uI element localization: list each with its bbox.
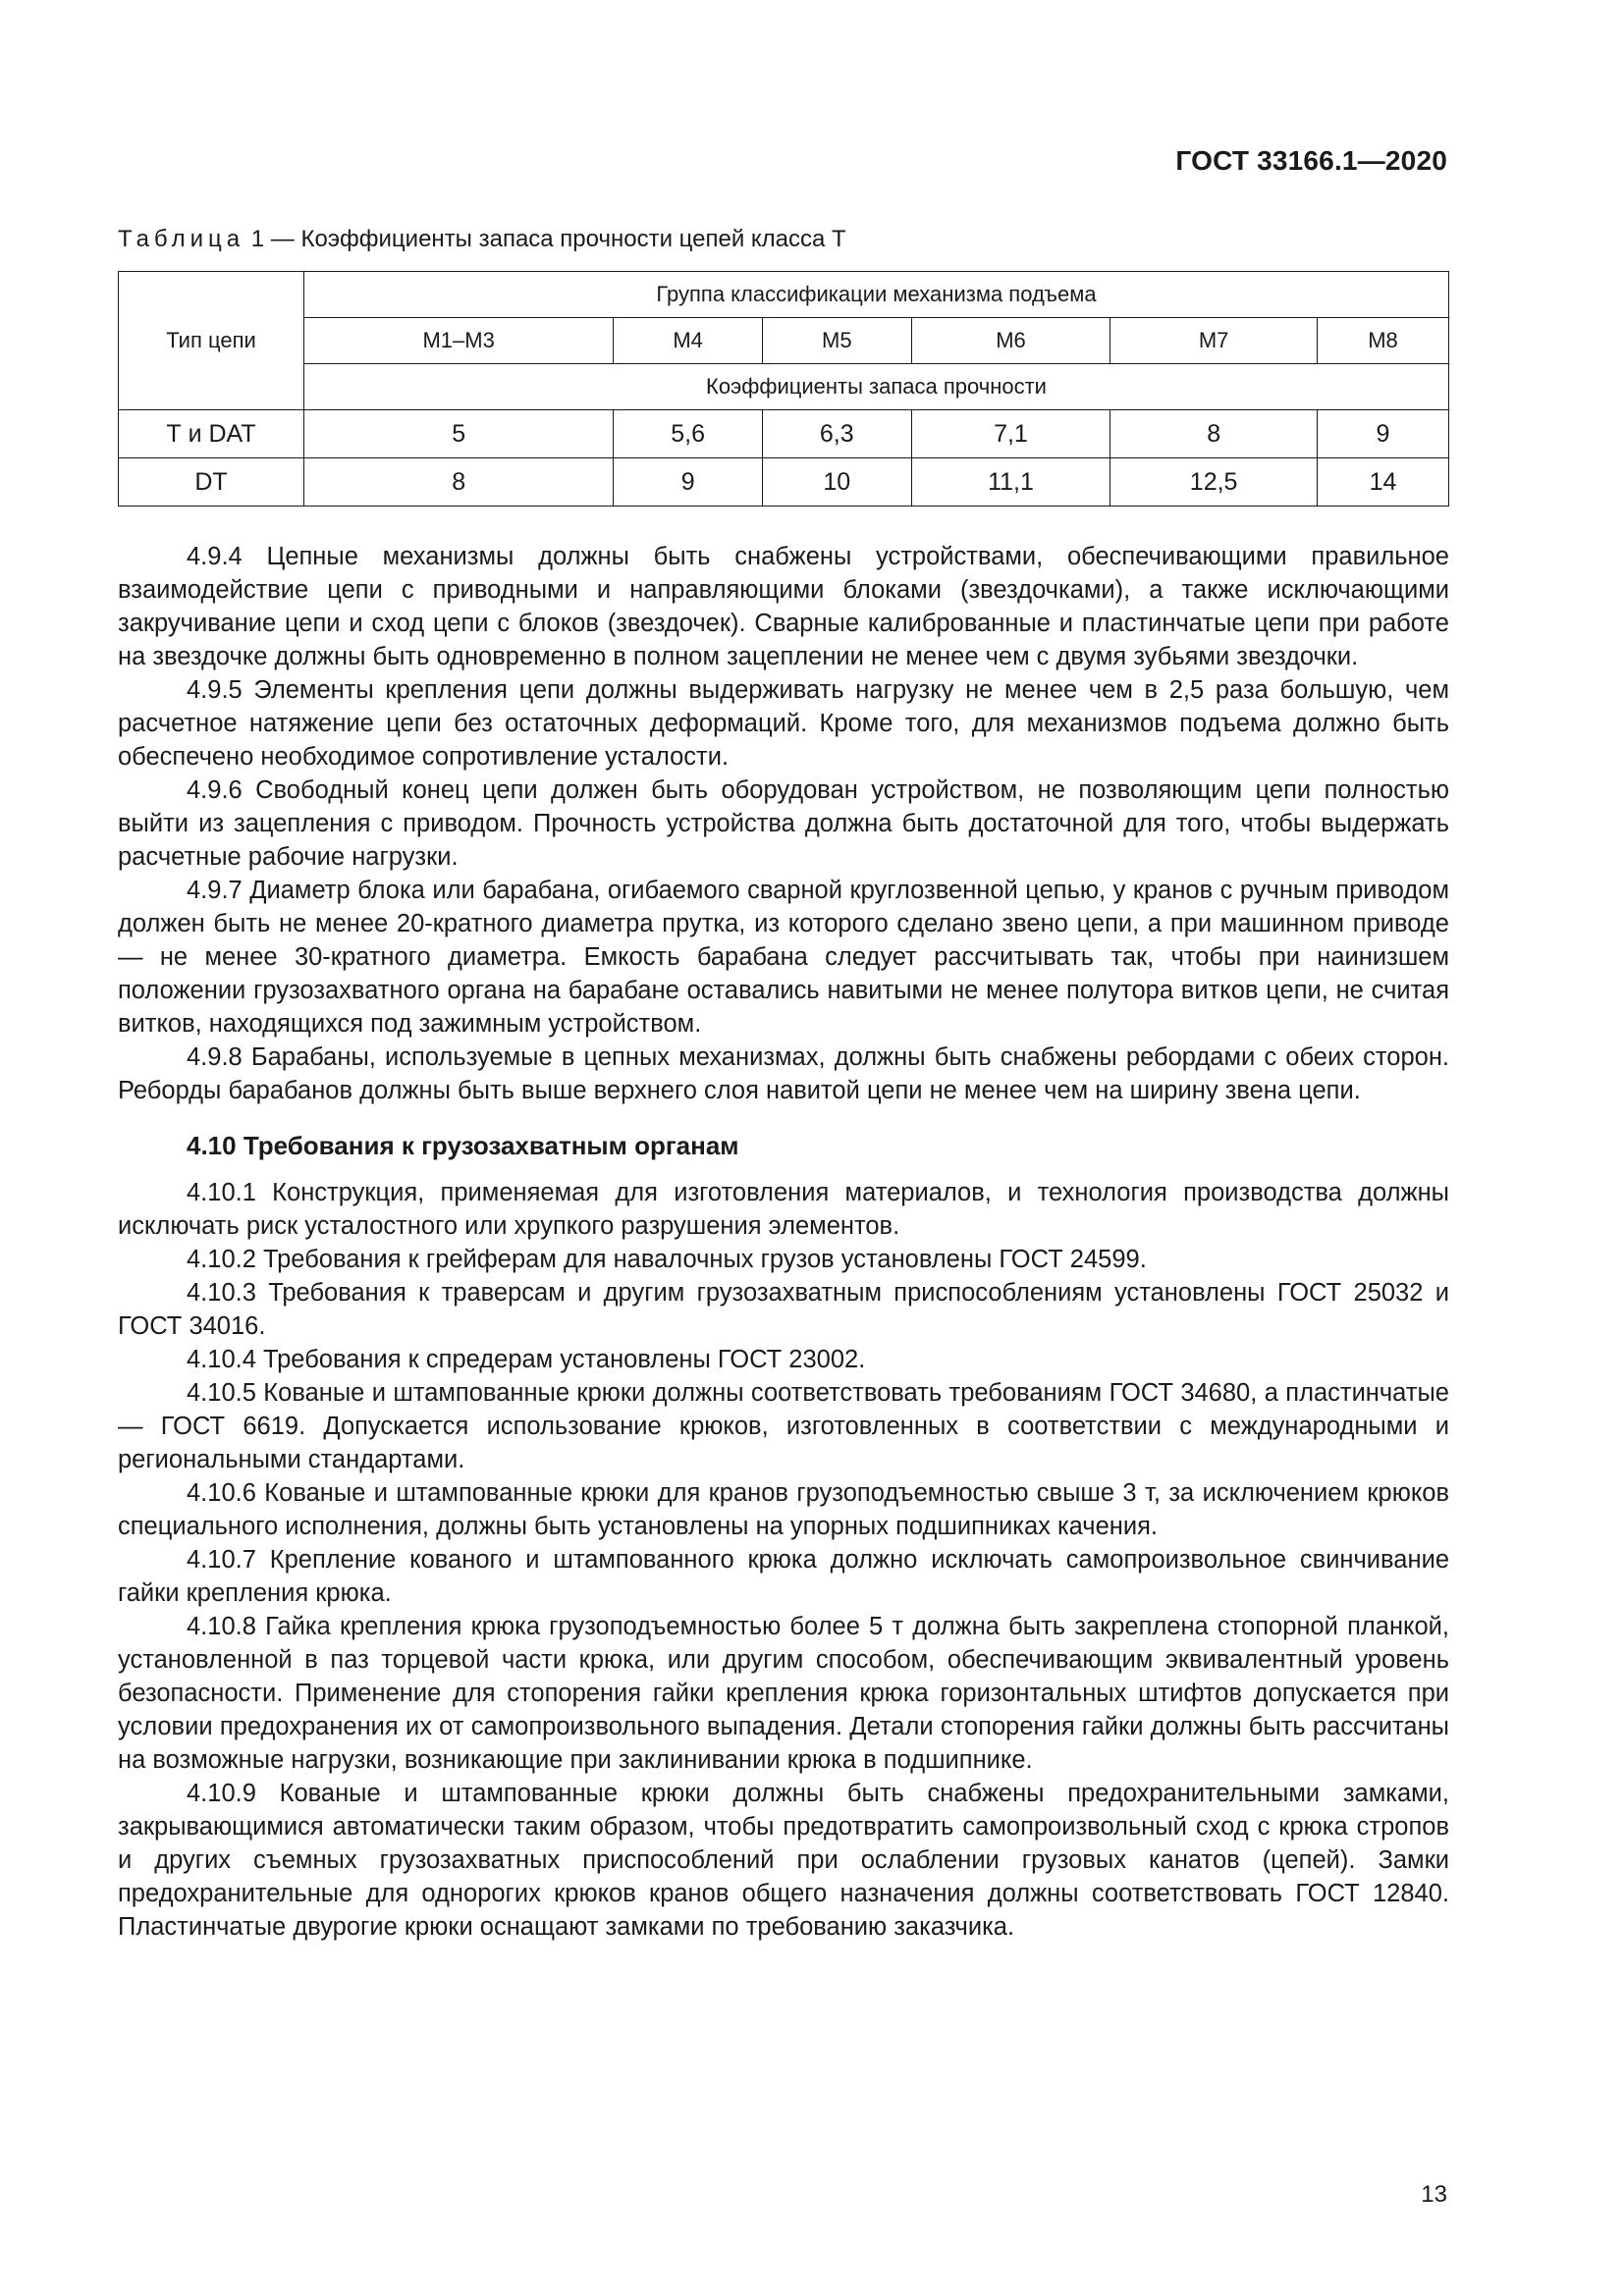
coefficient-header: Коэффициенты запаса прочности xyxy=(304,364,1449,410)
paragraph: 4.10.7 Крепление кованого и штампованного крюка должно исключать самопроизвольное свинчивание гайки крепления крюка. xyxy=(118,1546,1449,1607)
paragraph: 4.9.7 Диаметр блока или барабана, огибаемого сварной круглозвенной цепью, у кранов с ручным приводом должен быть не менее 20-кратного диаметра прутка, из которого сделано звено цепи, а при машинном приводе — не менее 30-кратного диаметра. Емкость барабана следует рассчитывать так, чтобы при наинизшем положении грузозахватного органа на барабане оставались навитыми не менее полутора витков цепи, не считая витков, находящихся под зажимным устройством. xyxy=(118,877,1449,1038)
table-row xyxy=(119,410,1449,458)
value-cell: 8 xyxy=(304,458,614,507)
table-row xyxy=(119,458,1449,507)
paragraph: 4.10.5 Кованые и штампованные крюки должны соответствовать требованиям ГОСТ 34680, а пластинчатые — ГОСТ 6619. Допускается использование крюков, изготовленных в соответствии с международными и региональными стандартами. xyxy=(118,1379,1449,1473)
paragraph: 4.10.4 Требования к спредерам установлены ГОСТ 23002. xyxy=(187,1346,866,1373)
paragraph: 4.10.6 Кованые и штампованные крюки для кранов грузоподъемностью свыше 3 т, за исключением крюков специального исполнения, должны быть установлены на упорных подшипниках качения. xyxy=(118,1479,1449,1540)
paragraph: 4.10.3 Требования к траверсам и другим грузозахватным приспособлениям установлены ГОСТ 25032 и ГОСТ 34016. xyxy=(118,1279,1449,1340)
value-cell: 11,1 xyxy=(911,458,1110,507)
section-heading: 4.10 Требования к грузозахватным органам xyxy=(187,1131,739,1160)
group-cell: M4 xyxy=(614,318,763,364)
table-caption-label: Таблица xyxy=(118,226,245,252)
body-text xyxy=(118,540,1449,1944)
table-caption xyxy=(118,226,846,253)
value-cell: 8 xyxy=(1110,410,1318,458)
group-cell: M8 xyxy=(1317,318,1448,364)
value-cell: 5 xyxy=(304,410,614,458)
table-caption-text: 1 — Коэффициенты запаса прочности цепей класса Т xyxy=(244,226,846,252)
paragraph: 4.9.5 Элементы крепления цепи должны выдерживать нагрузку не менее чем в 2,5 раза большую, чем расчетное натяжение цепи без остаточных деформаций. Кроме того, для механизмов подъема должно быть обеспечено необходимое сопротивление усталости. xyxy=(118,676,1449,771)
value-cell: 9 xyxy=(1317,410,1448,458)
document-code: ГОСТ 33166.1—2020 xyxy=(1175,145,1447,176)
paragraph: 4.9.8 Барабаны, используемые в цепных механизмах, должны быть снабжены ребордами с обеих сторон. Реборды барабанов должны быть выше верхнего слоя навитой цепи не менее чем на ширину звена цепи. xyxy=(118,1043,1449,1104)
value-cell: 5,6 xyxy=(614,410,763,458)
group-header: Группа классификации механизма подъема xyxy=(304,272,1449,318)
value-cell: 10 xyxy=(762,458,911,507)
chain-type-cell: Т и DAT xyxy=(119,410,304,458)
paragraph: 4.9.4 Цепные механизмы должны быть снабжены устройствами, обеспечивающими правильное взаимодействие цепи с приводными и направляющими блоками (звездочками), а также исключающими закручивание цепи и сход цепи с блоков (звездочек). Сварные калиброванные и пластинчатые цепи при работе на звездочке должны быть одновременно в полном зацеплении не менее чем с двумя зубьями звездочки. xyxy=(118,543,1449,670)
value-cell: 12,5 xyxy=(1110,458,1318,507)
paragraph: 4.9.6 Свободный конец цепи должен быть оборудован устройством, не позволяющим цепи полностью выйти из зацепления с приводом. Прочность устройства должна быть достаточной для того, чтобы выдержать расчетные рабочие нагрузки. xyxy=(118,776,1449,871)
value-cell: 14 xyxy=(1317,458,1448,507)
group-cell: M7 xyxy=(1110,318,1318,364)
chain-type-cell: DT xyxy=(119,458,304,507)
group-cell: M1–M3 xyxy=(304,318,614,364)
paragraph: 4.10.8 Гайка крепления крюка грузоподъемностью более 5 т должна быть закреплена стопорной планкой, установленной в паз торцевой части крюка, или другим способом, обеспечивающим эквивалентный уровень безопасности. Применение для стопорения гайки крепления крюка горизонтальных штифтов допускается при условии предохранения их от самопроизвольного выпадения. Детали стопорения гайки должны быть рассчитаны на возможные нагрузки, возникающие при заклинивании крюка в подшипнике. xyxy=(118,1613,1449,1774)
value-cell: 9 xyxy=(614,458,763,507)
value-cell: 6,3 xyxy=(762,410,911,458)
group-cell: M6 xyxy=(911,318,1110,364)
paragraph: 4.10.2 Требования к грейферам для навалочных грузов установлены ГОСТ 24599. xyxy=(187,1246,1147,1273)
chain-type-header: Тип цепи xyxy=(119,272,304,410)
paragraph: 4.10.1 Конструкция, применяемая для изготовления материалов, и технология производства должны исключать риск усталостного или хрупкого разрушения элементов. xyxy=(118,1179,1449,1240)
value-cell: 7,1 xyxy=(911,410,1110,458)
safety-coefficient-table xyxy=(118,271,1449,507)
page-number: 13 xyxy=(1421,2181,1447,2208)
group-cell: M5 xyxy=(762,318,911,364)
paragraph: 4.10.9 Кованые и штампованные крюки должны быть снабжены предохранительными замками, закрывающимися автоматически таким образом, чтобы предотвратить самопроизвольный сход с крюка стропов и других съемных грузозахватных приспособлений при ослаблении грузовых канатов (цепей). Замки предохранительные для однорогих крюков кранов общего назначения должны соответствовать ГОСТ 12840. Пластинчатые двурогие крюки оснащают замками по требованию заказчика. xyxy=(118,1780,1449,1941)
